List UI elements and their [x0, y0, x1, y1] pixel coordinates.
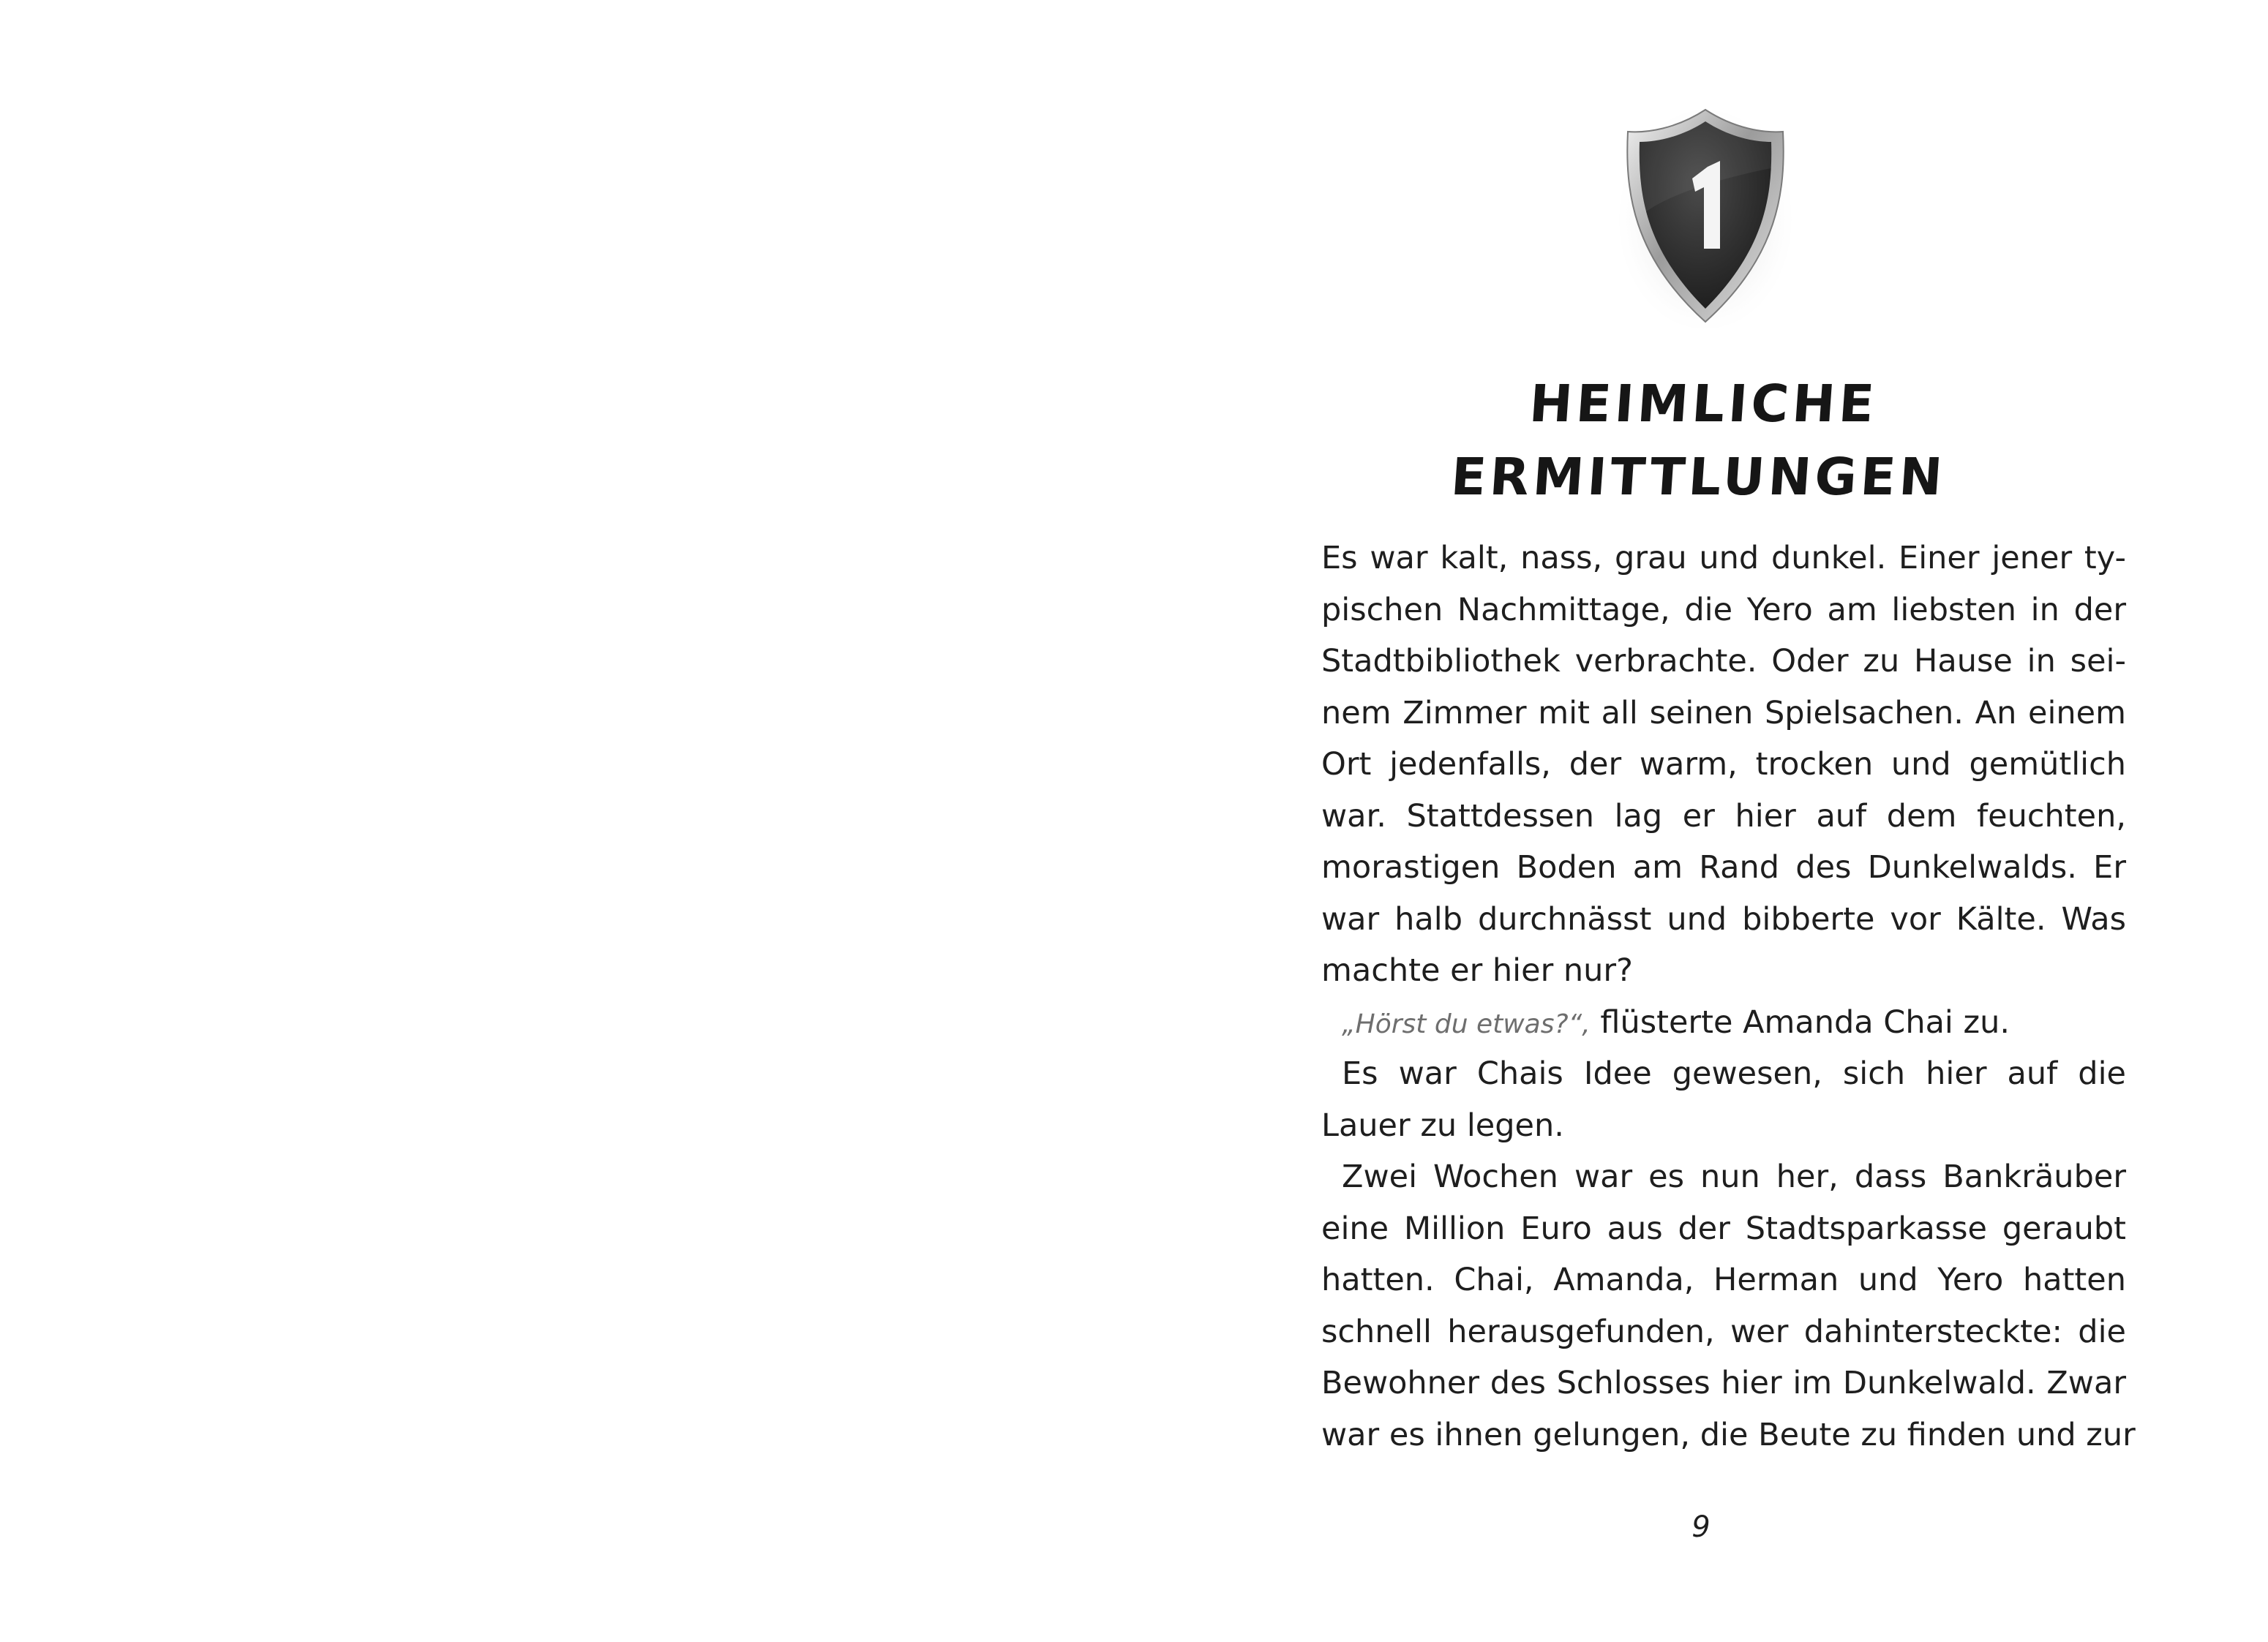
chapter-shield-icon — [1618, 102, 1793, 329]
text-line: Stadtbibliothek verbrachte. Oder zu Hause in sei- — [1321, 643, 2126, 679]
text-line: Zwei Wochen war es nun her, dass Bankräuber — [1342, 1159, 2126, 1195]
text-line: war halb durchnässt und bibberte vor Kälte. Was — [1321, 900, 2126, 938]
text-line: Es war Chais Idee gewesen, sich hier auf die — [1342, 1055, 2126, 1092]
page-number: 9 — [1691, 1510, 1711, 1544]
text-line: war. Stattdessen lag er hier auf dem feuchten, — [1321, 797, 2126, 835]
text-line: pischen Nachmittage, die Yero am liebsten in der — [1321, 591, 2126, 628]
dialogue-rest: flüsterte Amanda Chai zu. — [1590, 1003, 2010, 1041]
text-line: eine Million Euro aus der Stadtsparkasse geraubt — [1321, 1210, 2126, 1247]
text-line: Bewohner des Schlosses hier im Dunkelwald. Zwar — [1321, 1365, 2126, 1401]
text-line: war es ihnen gelungen, die Beute zu finden und zur — [1321, 1416, 2136, 1453]
text-line: morastigen Boden am Rand des Dunkelwalds. Er — [1321, 849, 2126, 886]
text-line: Ort jedenfalls, der warm, trocken und gemütlich — [1321, 746, 2126, 783]
text-line: schnell herausgefunden, wer dahintersteckte: die — [1321, 1313, 2126, 1350]
dialogue-quote: „Hörst du etwas?“, — [1342, 1009, 1591, 1039]
chapter-title: HEIMLICHE ERMITTLUNGEN — [1449, 374, 1948, 507]
dialogue-line — [1321, 997, 2126, 1049]
right-page — [1134, 0, 2268, 1642]
text-line: Es war kalt, nass, grau und dunkel. Einer jener ty- — [1321, 540, 2126, 576]
text-line: nem Zimmer mit all seinen Spielsachen. An einem — [1321, 694, 2126, 731]
text-line: Lauer zu legen. — [1321, 1107, 1564, 1144]
body-text — [1321, 532, 2136, 1461]
text-line: machte er hier nur? — [1321, 952, 1633, 989]
text-line: hatten. Chai, Amanda, Herman und Yero hatten — [1321, 1262, 2126, 1298]
